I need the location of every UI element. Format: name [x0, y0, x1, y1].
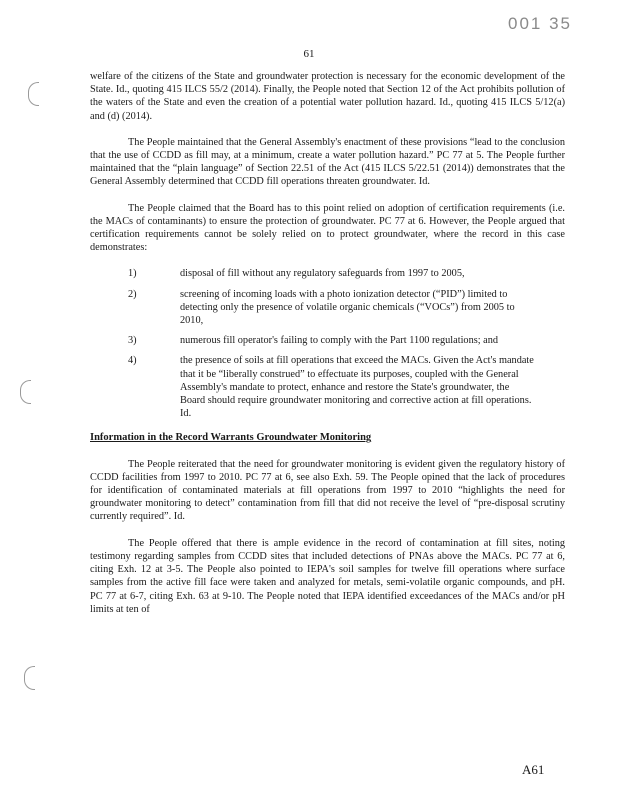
- list-item-number: 2): [128, 288, 137, 300]
- section-heading: Information in the Record Warrants Groundwater Monitoring: [90, 432, 372, 444]
- paragraph: welfare of the citizens of the State and groundwater protection is necessary for the economic development of the State. Id., quoting 415 ILCS 55/2 (2014). Finally, the People noted that Section 12 of the Act prohibits pollution of the waters of the State and even the creation of a potential water pollution hazard. Id., quoting 415 ILCS 5/12(a) and (d) (2014).: [90, 71, 565, 122]
- list-item-text: disposal of fill without any regulatory safeguards from 1997 to 2005,: [180, 268, 465, 280]
- binder-hole-mark: [20, 380, 31, 404]
- document-body: [90, 70, 565, 616]
- list-item-number: 4): [128, 355, 137, 367]
- list-item: [90, 267, 565, 280]
- binder-hole-mark: [24, 666, 35, 690]
- appendix-page-label: A61: [522, 762, 545, 777]
- list-item-number: 1): [128, 268, 137, 280]
- list-item-number: 3): [128, 335, 137, 347]
- list-item: [90, 288, 565, 328]
- binder-hole-mark: [28, 82, 39, 106]
- paragraph: The People claimed that the Board has to this point relied on adoption of certification requirements (i.e. the MACs of contaminants) to ensure the protection of groundwater. PC 77 at 6. However, the People argued that certification requirements cannot be solely relied on to protect groundwater, where the record in this case demonstrates:: [90, 202, 565, 254]
- list-item-text: numerous fill operator's failing to comply with the Part 1100 regulations; and: [180, 335, 499, 347]
- bates-stamp: 001 35: [508, 14, 572, 33]
- page-number: 61: [303, 48, 315, 60]
- list-item-text: screening of incoming loads with a photo ionization detector (“PID”) limited to detecting only the presence of volatile organic chemicals (“VOCs”) from 2005 to 2010,: [180, 288, 515, 327]
- list-item: [90, 334, 565, 347]
- list-item-text: the presence of soils at fill operations that exceed the MACs. Given the Act's mandate that it be “liberally construed” to effectuate its purposes, coupled with the General Assembly's mandate to protect, enhance and restore the State's groundwater, the Board should require groundwater monitoring and corrective action at fill operations. Id.: [180, 355, 534, 420]
- paragraph: The People offered that there is ample evidence in the record of contamination at fill sites, noting testimony regarding samples from CCDD sites that included detections of PNAs above the MACs. PC 77 at 6, citing Exh. 12 at 3-5. The People also pointed to IEPA's soil samples for twelve fill operations where surface samples from the active fill face were taken and analyzed for metals, semi-volatile organic compounds, and pH. PC 77 at 6-7, citing Exh. 63 at 9-10. The People noted that IEPA identified exceedances of the MACs and/or pH limits at ten of: [90, 537, 565, 615]
- paragraph: The People reiterated that the need for groundwater monitoring is evident given the regulatory history of CCDD facilities from 1997 to 2010. PC 77 at 6, see also Exh. 59. The People opined that the lack of procedures for identification of contaminated materials at fill operations from 1997 to 2010 “highlights the need for groundwater monitoring to detect” contamination from fill that did not receive the level of “pre-disposal scrutiny currently required”. Id.: [90, 458, 565, 523]
- numbered-list: [90, 267, 565, 420]
- list-item: [90, 354, 565, 420]
- paragraph: The People maintained that the General Assembly's enactment of these provisions “lead to the conclusion that the use of CCDD as fill may, at a minimum, create a water pollution hazard.” PC 77 at 5. The People further maintained that the “plain language” of Section 22.51 of the Act (415 ILCS 5/22.51 (2014)) demonstrates that the General Assembly determined that CCDD fill operations threaten groundwater. Id.: [90, 136, 565, 188]
